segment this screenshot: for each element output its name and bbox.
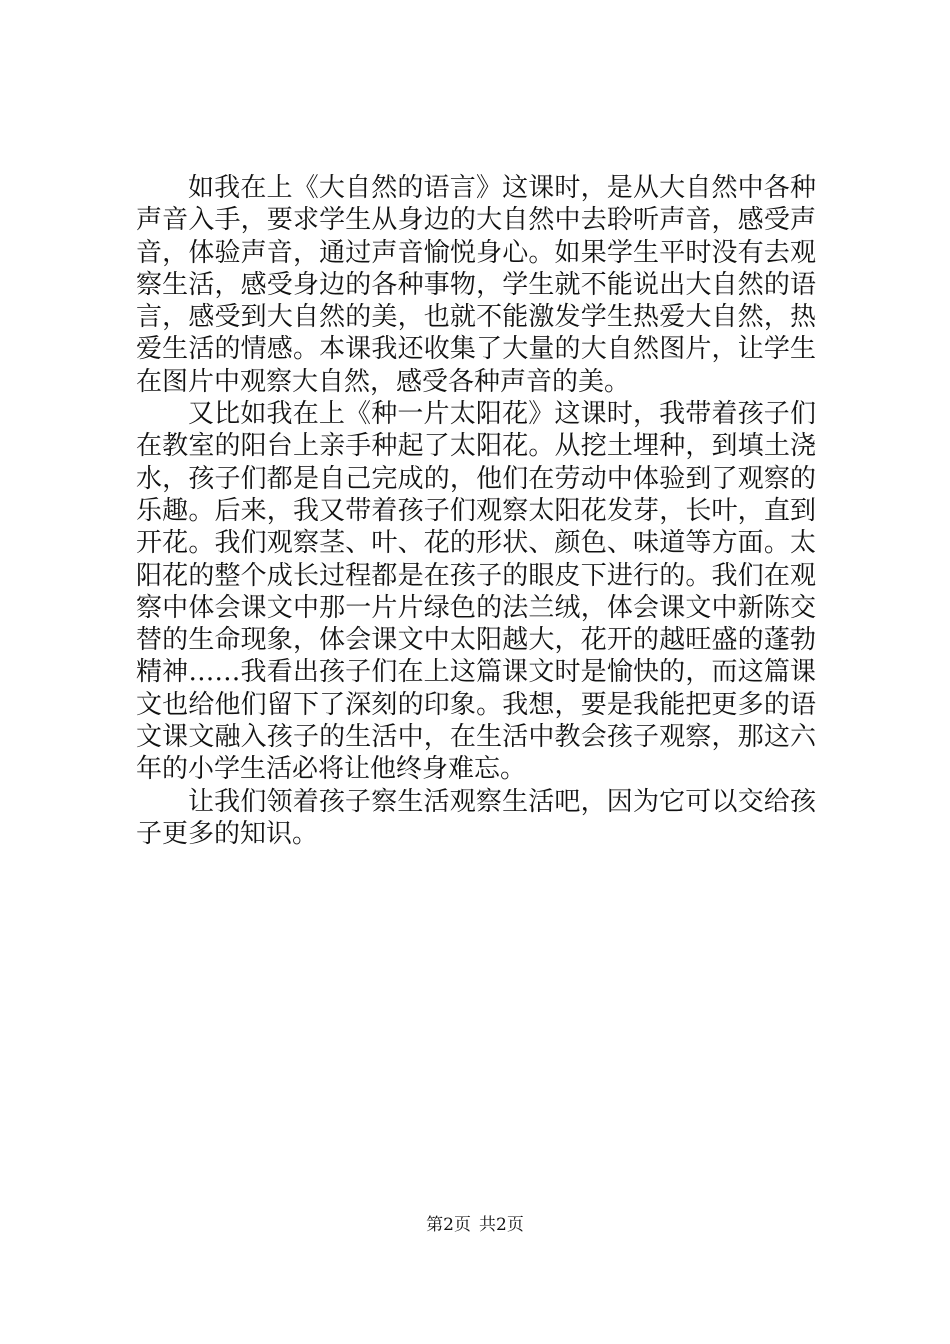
page-footer (0, 1214, 950, 1236)
document-body (136, 172, 816, 850)
paragraph-3: 让我们领着孩子察生活观察生活吧，因为它可以交给孩子更多的知识。 (136, 786, 816, 849)
paragraph-2: 又比如我在上《种一片太阳花》这课时，我带着孩子们在教室的阳台上亲手种起了太阳花。从挖土埋种，到填土浇水，孩子们都是自己完成的，他们在劳动中体验到了观察的乐趣。后来，我又带着孩子们观察太阳花发芽，长叶，直到开花。我们观察茎、叶、花的形状、颜色、味道等方面。太阳花的整个成长过程都是在孩子的眼皮下进行的。我们在观察中体会课文中那一片片绿色的法兰绒，体会课文中新陈交替的生命现象，体会课文中太阳越大，花开的越旺盛的蓬勃精神……我看出孩子们在上这篇课文时是愉快的，而这篇课文也给他们留下了深刻的印象。我想，要是我能把更多的语文课文融入孩子的生活中，在生活中教会孩子观察，那这六年的小学生活必将让他终身难忘。 (136, 399, 816, 785)
paragraph-1: 如我在上《大自然的语言》这课时，是从大自然中各种声音入手，要求学生从身边的大自然中去聆听声音，感受声音，体验声音，通过声音愉悦身心。如果学生平时没有去观察生活，感受身边的各种事物，学生就不能说出大自然的语言，感受到大自然的美，也就不能激发学生热爱大自然，热爱生活的情感。本课我还收集了大量的大自然图片，让学生在图片中观察大自然，感受各种声音的美。 (136, 173, 816, 397)
page-number-total: 共2页 (479, 1215, 524, 1235)
page-number-current: 第2页 (426, 1215, 471, 1235)
